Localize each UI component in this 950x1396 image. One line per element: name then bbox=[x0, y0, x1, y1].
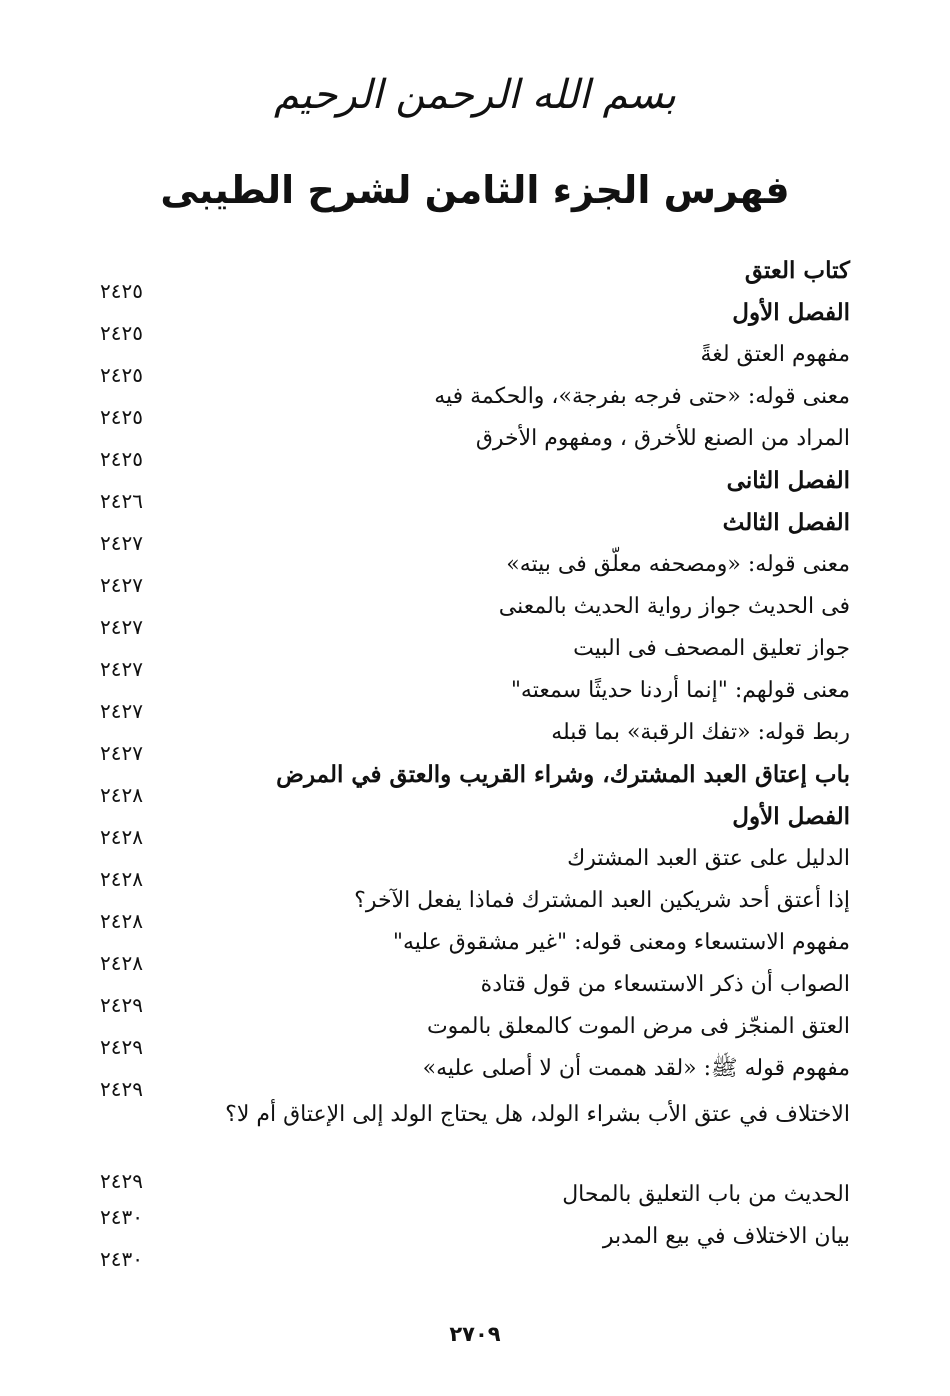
toc-entry-page: ٢٤٢٨ bbox=[100, 951, 143, 975]
toc-entry-page: ٢٤٢٦ bbox=[100, 489, 143, 513]
toc-entry-title: مفهوم الاستسعاء ومعنى قوله: "غير مشقوق عليه" bbox=[392, 930, 850, 955]
toc-entry-page: ٢٤٢٩ bbox=[100, 1035, 143, 1059]
toc-entry-page: ٢٤٢٨ bbox=[100, 825, 143, 849]
toc-heading: الفصل الثالث bbox=[722, 509, 850, 536]
toc-entry-title: معنى قولهم: "إنما أردنا حديثًا سمعته" bbox=[510, 678, 850, 703]
toc-entry-title: العتق المنجّز فى مرض الموت كالمعلق بالموت bbox=[426, 1014, 850, 1039]
toc-heading: الفصل الثانى bbox=[726, 467, 850, 494]
toc-entry-page: ٢٤٢٧ bbox=[100, 531, 143, 555]
toc-entry-page: ٢٤٢٩ bbox=[100, 993, 143, 1017]
toc-entry-page: ٢٤٢٨ bbox=[100, 783, 143, 807]
toc-entry-page: ٢٤٢٥ bbox=[100, 405, 143, 429]
toc-entry-page: ٢٤٢٧ bbox=[100, 699, 143, 723]
toc-entry-page: ٢٤٢٥ bbox=[100, 363, 143, 387]
toc-entry-title: معنى قوله: «ومصحفه معلّق فى بيته» bbox=[506, 552, 850, 577]
toc-entry-page: ٢٤٢٩ bbox=[100, 1077, 143, 1101]
toc-entry-title: جواز تعليق المصحف فى البيت bbox=[573, 636, 850, 661]
toc-entry-page: ٢٤٣٠ bbox=[100, 1247, 143, 1271]
toc-entry-title: إذا أعتق أحد شريكين العبد المشترك فماذا يفعل الآخر؟ bbox=[354, 888, 850, 913]
toc-entry-title: ربط قوله: «تفك الرقبة» بما قبله bbox=[551, 720, 850, 745]
toc-entry-page: ٢٤٣٠ bbox=[100, 1205, 143, 1229]
toc-entry-page: ٢٤٢٥ bbox=[100, 321, 143, 345]
toc-entry-page: ٢٤٢٧ bbox=[100, 657, 143, 681]
toc-heading: كتاب العتق bbox=[744, 257, 850, 284]
toc-entry-title: الصواب أن ذكر الاستسعاء من قول قتادة bbox=[480, 972, 850, 997]
page-title: فهرس الجزء الثامن لشرح الطيبى bbox=[160, 168, 790, 212]
toc-heading: باب إعتاق العبد المشترك، وشراء القريب والعتق في المرض bbox=[276, 761, 850, 788]
toc-entry-page: ٢٤٢٧ bbox=[100, 573, 143, 597]
toc-entry-title: فى الحديث جواز رواية الحديث بالمعنى bbox=[498, 594, 850, 619]
toc-entry-page: ٢٤٢٩ bbox=[100, 1169, 143, 1193]
page-number: ٢٧٠٩ bbox=[449, 1322, 501, 1346]
toc-heading: الفصل الأول bbox=[732, 299, 850, 326]
toc-entry-title: المراد من الصنع للأخرق ، ومفهوم الأخرق bbox=[475, 426, 850, 451]
toc-entry-title: معنى قوله: «حتى فرجه بفرجة»، والحكمة فيه bbox=[434, 384, 850, 409]
toc-entry-page: ٢٤٢٥ bbox=[100, 279, 143, 303]
toc-entry-title: بيان الاختلاف في بيع المدبر bbox=[602, 1224, 850, 1249]
toc-entry-page: ٢٤٢٨ bbox=[100, 867, 143, 891]
toc-entry-title: مفهوم قوله ﷺ: «لقد هممت أن لا أصلى عليه» bbox=[422, 1056, 850, 1081]
toc-heading: الفصل الأول bbox=[732, 803, 850, 830]
toc-entry-title: مفهوم العتق لغةً bbox=[700, 342, 850, 367]
toc-entry-title: الاختلاف في عتق الأب بشراء الولد، هل يحتاج الولد إلى الإعتاق أم لا؟ bbox=[225, 1102, 850, 1127]
basmala-calligraphy: بسم الله الرحمن الرحيم bbox=[273, 72, 677, 118]
toc-entry-title: الدليل على عتق العبد المشترك bbox=[567, 846, 850, 871]
toc-entry-page: ٢٤٢٧ bbox=[100, 615, 143, 639]
toc-entry-page: ٢٤٢٥ bbox=[100, 447, 143, 471]
toc-entry-page: ٢٤٢٨ bbox=[100, 909, 143, 933]
toc-entry-title: الحديث من باب التعليق بالمحال bbox=[562, 1182, 850, 1207]
toc-entry-page: ٢٤٢٧ bbox=[100, 741, 143, 765]
